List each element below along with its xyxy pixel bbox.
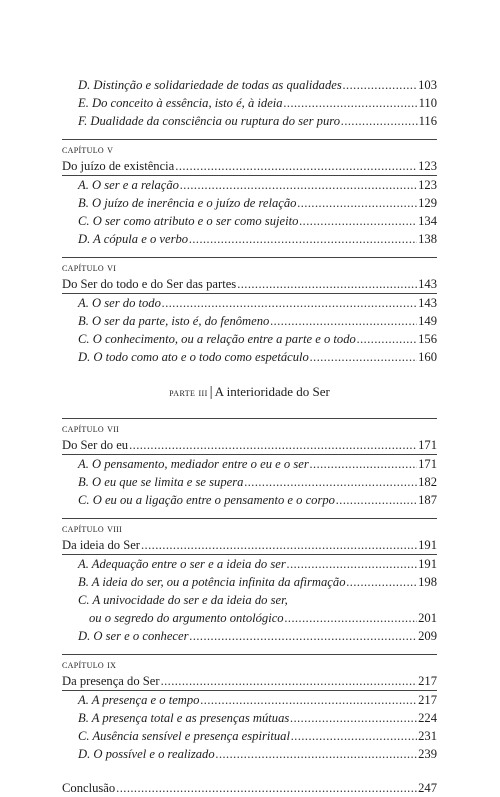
chapter-title-row bbox=[62, 536, 437, 555]
leader-dots bbox=[175, 157, 417, 175]
toc-entry-label: B. A ideia do ser, ou a potência infinita da afirmação bbox=[78, 575, 346, 589]
toc-entry bbox=[62, 330, 437, 348]
leader-dots bbox=[270, 312, 417, 330]
table-of-contents bbox=[62, 76, 437, 797]
toc-entry bbox=[62, 573, 437, 591]
toc-entry-label: A. O ser e a relação bbox=[78, 178, 179, 192]
toc-entry bbox=[62, 348, 437, 366]
part-label: parte iii bbox=[169, 387, 208, 399]
leader-dots bbox=[244, 473, 417, 491]
toc-entry-page: 160 bbox=[418, 350, 437, 364]
toc-entry-label-continued: ou o segredo do argumento ontológico bbox=[89, 611, 284, 625]
chapter-page: 143 bbox=[418, 277, 437, 291]
toc-entry-page: 198 bbox=[418, 575, 437, 589]
chapter-page: 191 bbox=[418, 538, 437, 552]
toc-entry-label: A. A presença e o tempo bbox=[78, 693, 200, 707]
toc-entry bbox=[62, 176, 437, 194]
leader-dots bbox=[347, 573, 418, 591]
toc-entry bbox=[62, 194, 437, 212]
toc-entry bbox=[62, 727, 437, 745]
leader-dots bbox=[290, 709, 417, 727]
chapter-title-row bbox=[62, 275, 437, 294]
leader-dots bbox=[343, 76, 417, 94]
toc-entry-page: 209 bbox=[418, 629, 437, 643]
chapter-title-row bbox=[62, 436, 437, 455]
toc-entry-label: D. A cópula e o verbo bbox=[78, 232, 189, 246]
toc-entry-label: C. Ausência sensível e presença espiritual bbox=[78, 729, 290, 743]
chapter-heading: capítulo v bbox=[62, 139, 437, 157]
toc-entry-label: C. O conhecimento, ou a relação entre a parte e o todo bbox=[78, 332, 356, 346]
chapter-title-row bbox=[62, 157, 437, 176]
leader-dots bbox=[190, 627, 418, 645]
toc-entry-page: 149 bbox=[418, 314, 437, 328]
toc-entry-label: C. O ser como atributo e o ser como sujeito bbox=[78, 214, 299, 228]
leader-dots bbox=[291, 727, 417, 745]
chapter-page: 123 bbox=[418, 159, 437, 173]
chapter-heading: capítulo viii bbox=[62, 518, 437, 536]
toc-entry-page: 129 bbox=[418, 196, 437, 210]
toc-entry-first-line bbox=[62, 591, 437, 609]
leader-dots bbox=[161, 672, 418, 690]
chapter-title: Da presença do Ser bbox=[62, 674, 160, 688]
toc-entry-label: B. O ser da parte, isto é, do fenômeno bbox=[78, 314, 270, 328]
toc-entry-label: A. O ser do todo bbox=[78, 296, 161, 310]
chapter-heading: capítulo ix bbox=[62, 654, 437, 672]
chapter-title-row bbox=[62, 672, 437, 691]
toc-entry bbox=[62, 491, 437, 509]
toc-entry-page: 231 bbox=[418, 729, 437, 743]
toc-entry-label: B. O eu que se limita e se supera bbox=[78, 475, 244, 489]
toc-entry bbox=[62, 112, 437, 130]
toc-entry-label: C. A univocidade do ser e da ideia do ser, bbox=[78, 593, 288, 607]
toc-entry bbox=[62, 76, 437, 94]
chapter-page: 171 bbox=[418, 438, 437, 452]
leader-dots bbox=[284, 94, 418, 112]
toc-entry-page: 217 bbox=[418, 693, 437, 707]
toc-entry-label: A. O pensamento, mediador entre o eu e o ser bbox=[78, 457, 309, 471]
leader-dots bbox=[336, 491, 417, 509]
chapter-vi bbox=[62, 257, 437, 366]
toc-entry-page: 156 bbox=[418, 332, 437, 346]
toc-entry-page: 123 bbox=[418, 178, 437, 192]
chapter-viii bbox=[62, 518, 437, 645]
chapter-title: Do Ser do eu bbox=[62, 438, 129, 452]
toc-entry bbox=[62, 709, 437, 727]
toc-entry-label: F. Dualidade da consciência ou ruptura do ser puro bbox=[78, 114, 341, 128]
toc-entry-page: 143 bbox=[418, 296, 437, 310]
leader-dots bbox=[310, 455, 417, 473]
toc-entry bbox=[62, 312, 437, 330]
leader-dots bbox=[297, 194, 417, 212]
toc-entry-page: 187 bbox=[418, 493, 437, 507]
toc-entry bbox=[62, 230, 437, 248]
part-heading bbox=[62, 383, 437, 402]
toc-entry-label: D. O ser e o conhecer bbox=[78, 629, 189, 643]
leader-dots bbox=[200, 691, 417, 709]
part-title: A interioridade do Ser bbox=[214, 384, 330, 399]
toc-entry-label: D. Distinção e solidariedade de todas as qualidades bbox=[78, 78, 342, 92]
toc-entry-second-line bbox=[62, 609, 437, 627]
chapter-title: Do juízo de existência bbox=[62, 159, 175, 173]
toc-entry-page: 134 bbox=[418, 214, 437, 228]
toc-entry-page: 171 bbox=[418, 457, 437, 471]
toc-entry bbox=[62, 455, 437, 473]
leader-dots bbox=[357, 330, 417, 348]
leader-dots bbox=[299, 212, 417, 230]
chapter-vii bbox=[62, 418, 437, 509]
toc-entry bbox=[62, 691, 437, 709]
leader-dots bbox=[141, 536, 417, 554]
leader-dots bbox=[129, 436, 417, 454]
leader-dots bbox=[189, 230, 417, 248]
toc-entry-label: E. Do conceito à essência, isto é, à ideia bbox=[78, 96, 283, 110]
leader-dots bbox=[116, 779, 417, 797]
leader-dots bbox=[162, 294, 417, 312]
conclusion-entry bbox=[62, 779, 437, 797]
toc-entry-label: D. O possível e o realizado bbox=[78, 747, 215, 761]
toc-entry-label: C. O eu ou a ligação entre o pensamento e o corpo bbox=[78, 493, 335, 507]
leader-dots bbox=[237, 275, 417, 293]
toc-entry-label: B. O juízo de inerência e o juízo de relação bbox=[78, 196, 297, 210]
toc-entry bbox=[62, 94, 437, 112]
chapter-v bbox=[62, 139, 437, 248]
intro-section bbox=[62, 76, 437, 130]
chapter-title: Da ideia do Ser bbox=[62, 538, 140, 552]
toc-entry-label: B. A presença total e as presenças mútuas bbox=[78, 711, 290, 725]
toc-entry-label: A. Adequação entre o ser e a ideia do ser bbox=[78, 557, 286, 571]
leader-dots bbox=[285, 609, 418, 627]
toc-entry bbox=[62, 555, 437, 573]
part-separator: | bbox=[209, 384, 213, 400]
toc-entry-page: 191 bbox=[418, 557, 437, 571]
toc-entry bbox=[62, 745, 437, 763]
leader-dots bbox=[180, 176, 417, 194]
chapter-ix bbox=[62, 654, 437, 763]
toc-entry-page: 138 bbox=[418, 232, 437, 246]
toc-entry bbox=[62, 627, 437, 645]
leader-dots bbox=[341, 112, 418, 130]
toc-entry-page: 201 bbox=[418, 611, 437, 625]
toc-entry-page: 239 bbox=[418, 747, 437, 761]
toc-entry bbox=[62, 294, 437, 312]
toc-entry-page: 224 bbox=[418, 711, 437, 725]
toc-entry-page: 110 bbox=[418, 96, 437, 110]
toc-entry bbox=[62, 473, 437, 491]
conclusion-label: Conclusão bbox=[62, 781, 116, 795]
chapter-page: 217 bbox=[418, 674, 437, 688]
toc-entry-page: 116 bbox=[418, 114, 437, 128]
toc-entry-page: 103 bbox=[418, 78, 437, 92]
conclusion-page: 247 bbox=[418, 781, 437, 795]
leader-dots bbox=[216, 745, 417, 763]
toc-entry-label: D. O todo como ato e o todo como espetáculo bbox=[78, 350, 309, 364]
leader-dots bbox=[287, 555, 417, 573]
chapter-title: Do Ser do todo e do Ser das partes bbox=[62, 277, 237, 291]
leader-dots bbox=[310, 348, 417, 366]
chapter-heading: capítulo vii bbox=[62, 418, 437, 436]
chapter-heading: capítulo vi bbox=[62, 257, 437, 275]
toc-entry bbox=[62, 212, 437, 230]
toc-entry-page: 182 bbox=[418, 475, 437, 489]
